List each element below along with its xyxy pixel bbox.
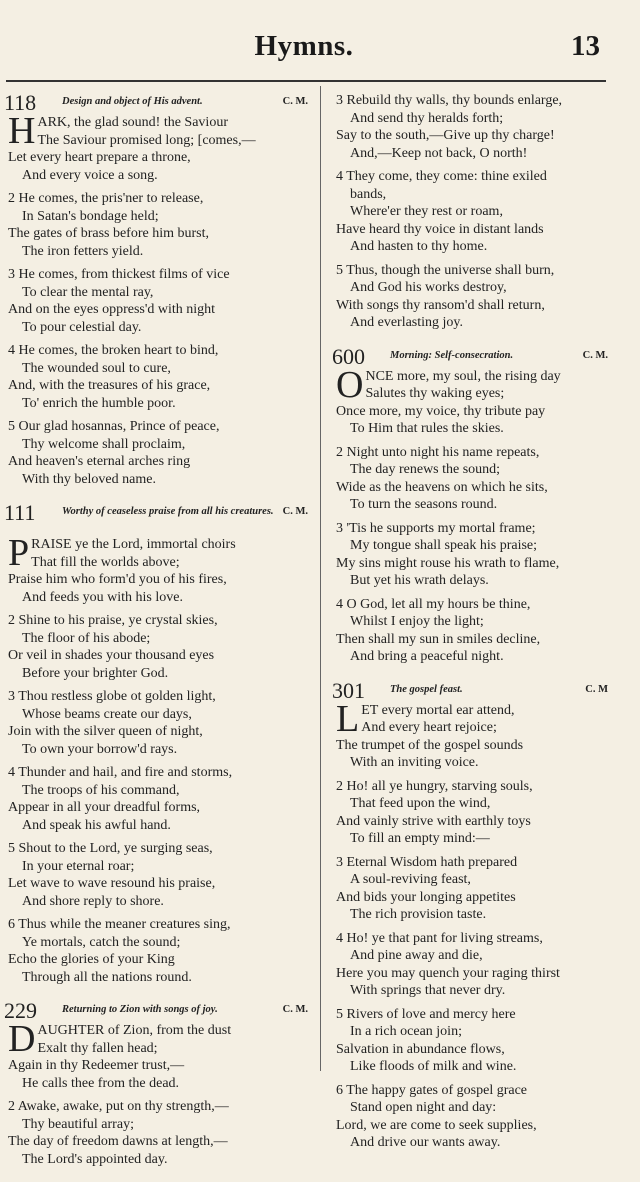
hymn-meter: C. M. <box>282 1004 308 1015</box>
verse-line: Exalt thy fallen head; <box>37 1040 158 1056</box>
verse-line: 2 Ho! all ye hungry, starving souls, <box>336 778 533 794</box>
verse-line: In a rich ocean join; <box>350 1024 462 1039</box>
first-line-text: RAISE ye the Lord, immortal choirs <box>31 537 236 552</box>
verse-line: Once more, my voice, thy tribute pay <box>336 403 546 419</box>
verse-line: 6 The happy gates of gospel grace <box>336 1082 528 1098</box>
verse-line: With songs thy ransom'd shall return, <box>336 297 545 313</box>
left-column <box>4 90 308 1182</box>
verse-line: With springs that never dry. <box>350 983 506 998</box>
hymn-number: 111 <box>4 500 36 525</box>
hymn-subject: Morning: Self-consecration. <box>390 349 514 361</box>
stanza <box>8 266 308 336</box>
verse-line: The troops of his command, <box>22 782 180 798</box>
verse-line: Stand open night and day: <box>350 1100 497 1115</box>
verse-line: To Him that rules the skies. <box>350 421 504 436</box>
stanza <box>336 1082 608 1152</box>
verse-line: Echo the glories of your King <box>8 952 175 967</box>
verse-line: 5 Our glad hosannas, Prince of peace, <box>8 419 220 434</box>
verse-line: 2 Night unto night his name repeats, <box>336 444 540 460</box>
drop-cap: P <box>8 532 30 574</box>
verse-line: 4 They come, they come: thine exiled <box>336 169 547 184</box>
hymn-meter: C. M <box>585 683 608 695</box>
stanza <box>336 168 608 256</box>
verse-line: And speak his awful hand. <box>22 817 171 833</box>
hymn-meter: C. M. <box>582 349 608 361</box>
verse-line: 5 Thus, though the universe shall burn, <box>336 262 555 278</box>
stanza <box>8 840 308 910</box>
verse-line: Like floods of milk and wine. <box>350 1059 517 1074</box>
verse-line: Let every heart prepare a throne, <box>8 150 191 165</box>
verse-line: That fill the worlds above; <box>31 554 180 570</box>
verse-line: And pine away and die, <box>350 948 483 963</box>
hymn <box>4 500 308 986</box>
verse-line: And every voice a song. <box>22 167 158 183</box>
verse-line: Join with the silver queen of night, <box>8 724 203 739</box>
verse-line: To pour celestial day. <box>22 319 142 335</box>
drop-cap: D <box>8 1018 36 1060</box>
right-column <box>332 92 608 1166</box>
verse-line: To turn the seasons round. <box>350 497 498 512</box>
verse-line: And bring a peaceful night. <box>350 649 504 664</box>
stanza <box>8 1018 308 1092</box>
verse-line: Thy beautiful array; <box>22 1116 134 1132</box>
verse-line: 4 He comes, the broken heart to bind, <box>8 343 219 358</box>
verse-line: To fill an empty mind:— <box>350 831 490 846</box>
verse-line: Salvation in abundance flows, <box>336 1041 505 1057</box>
verse-line: And hasten to thy home. <box>350 239 488 254</box>
stanza <box>8 190 308 260</box>
verse-line: My tongue shall speak his praise; <box>350 538 538 553</box>
hymn-header <box>4 998 308 1023</box>
hymn-meter: C. M. <box>282 96 308 107</box>
stanza <box>336 930 608 1000</box>
verse-line: That feed upon the wind, <box>350 796 491 811</box>
stanza <box>336 778 608 848</box>
stanza <box>8 612 308 682</box>
verse-line: And God his works destroy, <box>350 280 507 295</box>
stanza <box>8 688 308 758</box>
verse-line: And, with the treasures of his grace, <box>8 378 211 393</box>
stanza <box>336 596 608 666</box>
verse-line: And feeds you with his love. <box>22 589 183 605</box>
hymn <box>332 343 608 666</box>
verse-line: The gates of brass before him burst, <box>8 226 209 241</box>
hymn-number: 600 <box>332 343 365 369</box>
verse-line: He calls thee from the dead. <box>22 1075 180 1091</box>
hymn-meter: C. M. <box>282 506 308 517</box>
verse-line: Wide as the heavens on which he sits, <box>336 479 548 495</box>
verse-line: In Satan's bondage held; <box>22 208 159 224</box>
verse-line: My sins might rouse his wrath to flame, <box>336 555 560 571</box>
verse-line: 3 He comes, from thickest films of vice <box>8 267 230 282</box>
stanza <box>8 1098 308 1168</box>
verse-line: 4 O God, let all my hours be thine, <box>336 596 531 612</box>
verse-line: Let wave to wave resound his praise, <box>8 876 216 891</box>
verse-line: Through all the nations round. <box>22 969 192 985</box>
first-line-text: ET every mortal ear attend, <box>361 702 515 718</box>
verse-line: Where'er they rest or roam, <box>350 204 503 219</box>
hymn <box>336 92 608 332</box>
drop-cap: O <box>336 363 364 406</box>
verse-line: The Lord's appointed day. <box>22 1151 168 1167</box>
hymn-header <box>332 343 608 369</box>
stanza <box>8 764 308 834</box>
verse-line: 5 Shout to the Lord, ye surging seas, <box>8 841 213 856</box>
verse-line: 3 Rebuild thy walls, thy bounds enlarge, <box>336 93 563 108</box>
verse-line: 3 'Tis he supports my mortal frame; <box>336 520 536 536</box>
hymn <box>4 998 308 1168</box>
verse-line: The iron fetters yield. <box>22 243 144 259</box>
verse-line: And on the eyes oppress'd with night <box>8 302 216 317</box>
hymn-header <box>4 90 308 115</box>
verse-line: And heaven's eternal arches ring <box>8 454 191 469</box>
verse-line: Appear in all your dreadful forms, <box>8 800 201 815</box>
hymn-subject: Returning to Zion with songs of joy. <box>62 1004 218 1015</box>
stanza <box>336 1006 608 1076</box>
verse-line: And,—Keep not back, O north! <box>350 145 528 161</box>
stanza <box>336 92 608 162</box>
verse-line: Again in thy Redeemer trust,— <box>8 1058 185 1073</box>
verse-line: Have heard thy voice in distant lands <box>336 221 544 237</box>
verse-line: 4 Thunder and hail, and fire and storms, <box>8 765 233 780</box>
verse-line: And vainly strive with earthly toys <box>336 813 531 829</box>
verse-line: The Saviour promised long; [comes,— <box>37 132 256 148</box>
stanza <box>336 444 608 514</box>
verse-line: Lord, we are come to seek supplies, <box>336 1117 537 1133</box>
verse-line: The day of freedom dawns at length,— <box>8 1134 228 1149</box>
verse-line: To own your borrow'd rays. <box>22 741 178 757</box>
stanza <box>336 520 608 590</box>
first-line-text: AUGHTER of Zion, from the dust <box>37 1023 232 1038</box>
verse-line: With an inviting voice. <box>350 755 479 770</box>
verse-line: To' enrich the humble poor. <box>22 395 176 411</box>
verse-line: Here you may quench your raging thirst <box>336 965 560 981</box>
verse-line: With thy beloved name. <box>22 471 156 487</box>
column-divider <box>320 86 321 1071</box>
verse-line: Say to the south,—Give up thy charge! <box>336 128 555 143</box>
verse-line: Salutes thy waking eyes; <box>365 386 505 401</box>
hymn-number: 301 <box>332 677 365 703</box>
stanza <box>8 916 308 986</box>
hymn-subject: Worthy of ceaseless praise from all his creatures. <box>62 506 274 517</box>
verse-line: And bids your longing appetites <box>336 889 516 905</box>
verse-line: The wounded soul to cure, <box>22 360 171 376</box>
verse-line: 6 Thus while the meaner creatures sing, <box>8 917 231 932</box>
stanza <box>8 418 308 488</box>
hymn-header <box>332 677 608 703</box>
verse-line: Then shall my sun in smiles decline, <box>336 631 541 647</box>
page-title: Hymns. <box>254 30 354 62</box>
verse-line: 2 Awake, awake, put on thy strength,— <box>8 1099 229 1114</box>
verse-line: To clear the mental ray, <box>22 284 154 300</box>
first-line-text: NCE more, my soul, the rising day <box>365 368 561 384</box>
verse-line: 4 Ho! ye that pant for living streams, <box>336 930 543 946</box>
verse-line: Praise him who form'd you of his fires, <box>8 572 227 587</box>
page-number: 13 <box>571 30 600 62</box>
verse-line: 2 He comes, the pris'ner to release, <box>8 191 204 206</box>
stanza <box>8 342 308 412</box>
verse-line: 2 Shine to his praise, ye crystal skies, <box>8 613 218 628</box>
first-line-text: ARK, the glad sound! the Saviour <box>37 115 228 130</box>
stanza <box>336 854 608 924</box>
hymn-header <box>4 500 308 536</box>
verse-line: And every heart rejoice; <box>361 720 497 735</box>
drop-cap: L <box>336 697 360 740</box>
verse-line: 5 Rivers of love and mercy here <box>336 1006 516 1022</box>
stanza <box>336 262 608 332</box>
hymn <box>4 90 308 488</box>
verse-line: In your eternal roar; <box>22 858 135 874</box>
hymn <box>332 677 608 1152</box>
hymn-number: 118 <box>4 90 37 115</box>
header-rule <box>6 80 606 82</box>
verse-line: A soul-reviving feast, <box>350 872 471 887</box>
verse-line: But yet his wrath delays. <box>350 573 489 588</box>
stanza <box>8 532 308 606</box>
verse-line: Whose beams create our days, <box>22 706 192 722</box>
verse-line: Before your brighter God. <box>22 665 169 681</box>
verse-line: And everlasting joy. <box>350 315 464 330</box>
verse-line: The trumpet of the gospel sounds <box>336 737 524 753</box>
verse-line: Ye mortals, catch the sound; <box>22 934 181 950</box>
hymn-subject: Design and object of His advent. <box>62 96 203 107</box>
verse-line: 3 Eternal Wisdom hath prepared <box>336 854 518 870</box>
verse-line: Whilst I enjoy the light; <box>350 614 484 629</box>
verse-line: And shore reply to shore. <box>22 893 164 909</box>
hymn-subject: The gospel feast. <box>390 683 463 695</box>
verse-line: Thy welcome shall proclaim, <box>22 436 186 452</box>
verse-line: The rich provision taste. <box>350 907 487 922</box>
verse-line: The floor of his abode; <box>22 630 151 646</box>
stanza <box>8 110 308 184</box>
verse-line: 3 Thou restless globe ot golden light, <box>8 689 216 704</box>
drop-cap: H <box>8 110 36 152</box>
verse-line: And drive our wants away. <box>350 1135 501 1150</box>
hymn-number: 229 <box>4 998 37 1023</box>
verse-line: Or veil in shades your thousand eyes <box>8 648 215 663</box>
stanza <box>336 697 608 772</box>
verse-line: And send thy heralds forth; <box>350 110 504 126</box>
stanza <box>336 363 608 438</box>
verse-line: The day renews the sound; <box>350 462 501 477</box>
verse-line: bands, <box>350 186 387 202</box>
